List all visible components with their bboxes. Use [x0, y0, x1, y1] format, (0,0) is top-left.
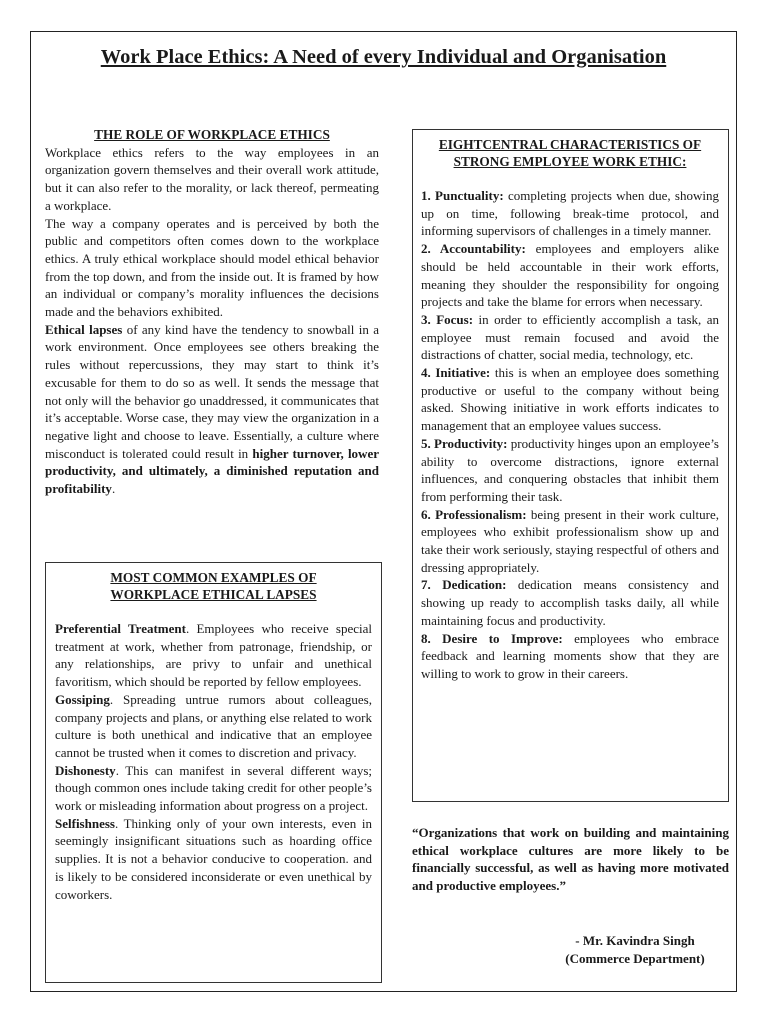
characteristics-box — [412, 129, 729, 802]
characteristic-text: being present in their work culture, employees who exhibit professionalism show up and take their work seriously, staying respectful of others and dressing appropriately. — [421, 506, 719, 575]
lapse-text: . Spreading untrue rumors about colleagues, company projects and plans, or anything else related to work culture is both unethical and indicative that an employee cannot be trusted when it comes to discretion and privacy. — [55, 691, 372, 760]
lapse-text: . Employees who receive special treatment at work, whether from patronage, friendship, or any relationships, are privy to unfair and unethical favoritism, which should be reported by fellow employees. — [55, 621, 372, 690]
quote-attribution — [540, 932, 730, 967]
characteristic-text: productivity hinges upon an employee’s ability to overcome distractions, ignore external influences, and conquering obstacles that inhibit them from performing their task. — [421, 435, 719, 504]
role-paragraph-2: The way a company operates and is perceived by both the public and competitors often comes down to the workplace ethics. A truly ethical workplace should model ethical behavior from the top down, and from the inside out. It is framed by how an individual or company’s morality influences the decisions made and the behaviors exhibited. — [45, 215, 379, 320]
characteristic-text: in order to efficiently accomplish a task, an employee must remain focused and avoid the distractions of chatter, social media, technology, etc. — [421, 311, 719, 363]
characteristic-term: 4. Initiative: — [421, 365, 491, 381]
role-paragraph-3-end: . — [111, 481, 116, 497]
pull-quote: “Organizations that work on building and maintaining ethical workplace cultures are more likely to be financially successful, as well as having more motivated and productive employees.” — [412, 825, 729, 894]
lapse-term: Preferential Treatment — [55, 621, 186, 636]
lapse-item — [55, 762, 372, 815]
ethical-lapses-box — [45, 562, 382, 983]
role-paragraph-1: Workplace ethics refers to the way employees in an organization govern themselves and their overall work attitude, but it can also refer to the morality, or lack thereof, permeating a workplace. — [45, 144, 379, 213]
lapse-text: . This can manifest in several different ways; though common ones include taking credit for other people’s work or misleading information about progress on a project. — [55, 762, 372, 814]
lapse-term: Selfishness — [55, 815, 115, 831]
page-title: Work Place Ethics: A Need of every Individual and Organisation — [100, 46, 667, 68]
characteristic-item — [421, 630, 719, 683]
role-section-heading: THE ROLE OF WORKPLACE ETHICS — [94, 127, 330, 142]
characteristic-term: 6. Professionalism: — [421, 506, 527, 522]
characteristic-term: 8. Desire to Improve: — [421, 630, 563, 646]
characteristics-heading-line-2: STRONG EMPLOYEE WORK ETHIC: — [453, 154, 687, 169]
role-paragraph-3 — [45, 321, 379, 498]
characteristic-text: employees who embrace feedback and learning moments show that they are willing to work to grow in their careers. — [421, 630, 719, 681]
lapses-heading-line-2: WORKPLACE ETHICAL LAPSES — [110, 587, 317, 602]
lapses-heading-line-1: MOST COMMON EXAMPLES OF — [110, 570, 317, 585]
role-paragraph-3-text: of any kind have the tendency to snowball in a work environment. Once employees see others breaking the rules without repercussions, they may start to think it’s excusable for them to do so as well. It sends the message that not only will the behavior go unaddressed, it communicates that it’s acceptable. Worse case, they may view the organization in a negative light and choose to leave. Essentially, a culture where misconduct is tolerated could result in — [45, 321, 379, 461]
characteristic-item — [421, 435, 719, 506]
characteristic-term: 3. Focus: — [421, 311, 474, 327]
quote-author: - Mr. Kavindra Singh — [575, 933, 695, 948]
characteristic-item — [421, 506, 719, 577]
lapse-term: Dishonesty — [55, 762, 116, 778]
characteristic-text: employees and employers alike should be held accountable in their work efforts, meaning they shoulder the responsibility for ongoing projects and take the blame for errors when necessary. — [421, 241, 719, 310]
characteristic-term: 7. Dedication: — [421, 577, 507, 593]
characteristic-term: 2. Accountability: — [421, 241, 526, 257]
characteristic-text: this is when an employee does something productive or useful to the company without being asked. Showing initiative in work efforts indicates to management that an employee values success. — [421, 365, 719, 434]
quote-department: (Commerce Department) — [565, 950, 705, 966]
role-section — [45, 126, 379, 498]
characteristic-item — [421, 240, 719, 311]
characteristics-heading-line-1: EIGHTCENTRAL CHARACTERISTICS OF — [438, 137, 702, 152]
consequences-bold: higher turnover, lower productivity, and ultimately, a diminished reputation and profitability — [45, 445, 379, 497]
lapse-term: Gossiping — [55, 691, 110, 707]
characteristic-term: 5. Productivity: — [421, 435, 508, 451]
lapse-item — [55, 815, 372, 904]
characteristic-text: dedication means consistency and showing up ready to accomplish tasks daily, all while maintaining focus and productivity. — [421, 577, 719, 628]
ethical-lapses-lead: Ethical lapses — [45, 321, 123, 337]
lapse-item — [55, 691, 372, 762]
characteristic-term: 1. Punctuality: — [421, 188, 504, 203]
characteristic-item — [421, 576, 719, 629]
characteristic-item — [421, 364, 719, 435]
lapse-text: . Thinking only of your own interests, even in seemingly insignificant situations such as hoarding office supplies. It is not a behavior conducive to cooperation. and is likely to be considered inconsiderate or even unethical by coworkers. — [55, 815, 372, 902]
characteristic-item — [421, 311, 719, 364]
characteristic-item — [421, 187, 719, 240]
characteristic-text: completing projects when due, showing up on time, following break-time protocol, and informing supervisors of challenges in a timely manner. — [421, 188, 719, 239]
lapse-item — [55, 620, 372, 691]
